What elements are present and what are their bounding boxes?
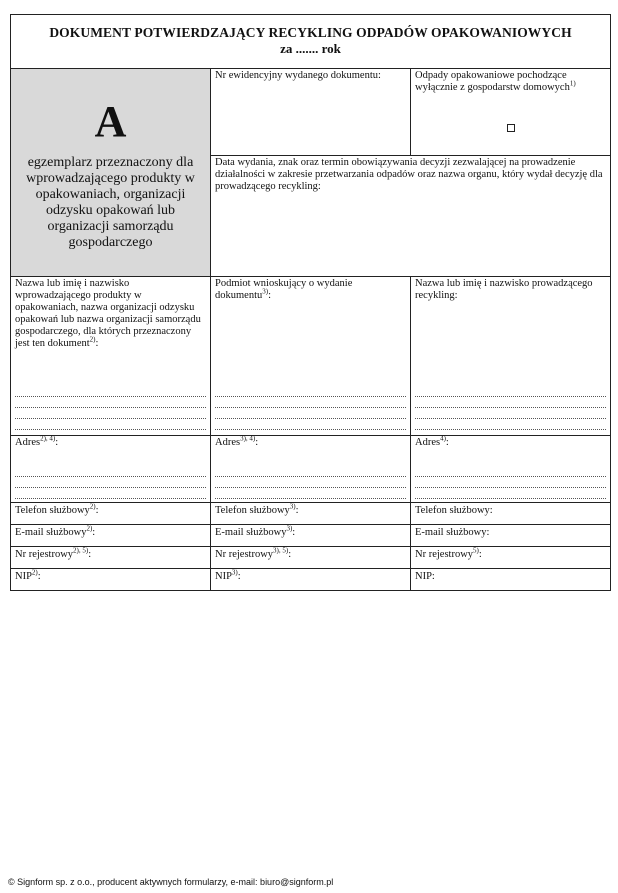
recipient-nip-label: NIP$^{2)}$: xyxy=(15,568,41,582)
recycler-name-lines xyxy=(411,387,610,431)
applicant-address-lines xyxy=(211,467,410,500)
email-row xyxy=(11,525,611,547)
recycler-address-lines xyxy=(411,467,610,500)
regno-row xyxy=(11,547,611,569)
household-waste-label: Odpady opakowaniowe pochodzące wyłącznie z gospodarstw domowych$^{1)}$ xyxy=(415,70,576,93)
recycler-nip-label: NIP: xyxy=(415,571,435,582)
recycler-email-label: E-mail służbowy: xyxy=(415,527,490,538)
copy-letter: A xyxy=(94,97,127,146)
copy-description: egzemplarz przeznaczony dla wprowadzającego produkty w opakowaniach, organizacji odzysku opakowań lub organizacji samorządu gospodarczego xyxy=(26,155,195,250)
recipient-address-label: Adres$^{2), 4)}$: xyxy=(15,434,59,448)
applicant-email-label: E-mail służbowy$^{3)}$: xyxy=(215,524,296,538)
applicant-label: Podmiot wnioskujący o wydanie dokumentu$^{3)}$: xyxy=(215,278,353,301)
top-row xyxy=(11,69,611,156)
recipient-address-lines xyxy=(11,467,210,500)
footer-copyright: © Signform sp. z o.o., producent aktywnych formularzy, e-mail: biuro@signform.pl xyxy=(8,877,334,887)
recycler-regno-label: Nr rejestrowy$^{5)}$: xyxy=(415,546,482,560)
household-waste-checkbox[interactable] xyxy=(507,124,515,132)
applicant-address-label: Adres$^{3), 4)}$: xyxy=(215,434,259,448)
phone-row xyxy=(11,503,611,525)
recipient-regno-field[interactable] xyxy=(11,547,211,569)
recipient-name-field[interactable] xyxy=(11,277,211,436)
recycler-phone-field[interactable] xyxy=(411,503,611,525)
recycler-address-label: Adres$^{4)}$: xyxy=(415,434,449,448)
recipient-phone-field[interactable] xyxy=(11,503,211,525)
recycler-nip-field[interactable] xyxy=(411,569,611,591)
recycling-form-table xyxy=(10,14,611,591)
recipient-address-field[interactable] xyxy=(11,436,211,503)
names-row xyxy=(11,277,611,436)
applicant-regno-label: Nr rejestrowy$^{3), 5)}$: xyxy=(215,546,292,560)
applicant-nip-field[interactable] xyxy=(211,569,411,591)
recycler-name-field[interactable] xyxy=(411,277,611,436)
copy-designation-cell xyxy=(11,69,211,277)
recycler-address-field[interactable] xyxy=(411,436,611,503)
recycler-email-field[interactable] xyxy=(411,525,611,547)
form-year: za ....... rok xyxy=(280,41,341,56)
recipient-email-label: E-mail służbowy$^{2)}$: xyxy=(15,524,96,538)
decision-field[interactable] xyxy=(211,156,611,277)
recipient-email-field[interactable] xyxy=(11,525,211,547)
applicant-address-field[interactable] xyxy=(211,436,411,503)
form-title: DOKUMENT POTWIERDZAJĄCY RECYKLING ODPADÓW OPAKOWANIOWYCH xyxy=(49,25,572,40)
recipient-name-lines xyxy=(11,387,210,431)
recycler-phone-label: Telefon służbowy: xyxy=(415,505,493,516)
registry-number-field[interactable] xyxy=(211,69,411,156)
address-row xyxy=(11,436,611,503)
recipient-name-label: Nazwa lub imię i nazwisko wprowadzającego produkty w opakowaniach, nazwa organizacji odzysku opakowań lub nazwa organizacji samorządu gospodarczego, dla których przeznaczony jest ten dokument$^{2)}$: xyxy=(15,278,201,349)
recipient-regno-label: Nr rejestrowy$^{2), 5)}$: xyxy=(15,546,92,560)
recycler-name-label: Nazwa lub imię i nazwisko prowadzącego recykling: xyxy=(415,278,593,301)
form-header xyxy=(11,15,611,69)
applicant-email-field[interactable] xyxy=(211,525,411,547)
decision-label: Data wydania, znak oraz termin obowiązywania decyzji zezwalającej na prowadzenie działalności w zakresie przetwarzania odpadów oraz nazwa organu, który wydał decyzję dla prowadzącego recykling: xyxy=(215,157,603,192)
recycler-regno-field[interactable] xyxy=(411,547,611,569)
applicant-nip-label: NIP$^{3)}$: xyxy=(215,568,241,582)
applicant-field[interactable] xyxy=(211,277,411,436)
nip-row xyxy=(11,569,611,591)
recipient-nip-field[interactable] xyxy=(11,569,211,591)
household-waste-cell xyxy=(411,69,611,156)
applicant-lines xyxy=(211,387,410,431)
form-sheet xyxy=(10,14,610,591)
applicant-regno-field[interactable] xyxy=(211,547,411,569)
recipient-phone-label: Telefon służbowy$^{2)}$: xyxy=(15,502,99,516)
applicant-phone-field[interactable] xyxy=(211,503,411,525)
applicant-phone-label: Telefon służbowy$^{3)}$: xyxy=(215,502,299,516)
header-row xyxy=(11,15,611,69)
registry-number-label: Nr ewidencyjny wydanego dokumentu: xyxy=(215,70,381,81)
